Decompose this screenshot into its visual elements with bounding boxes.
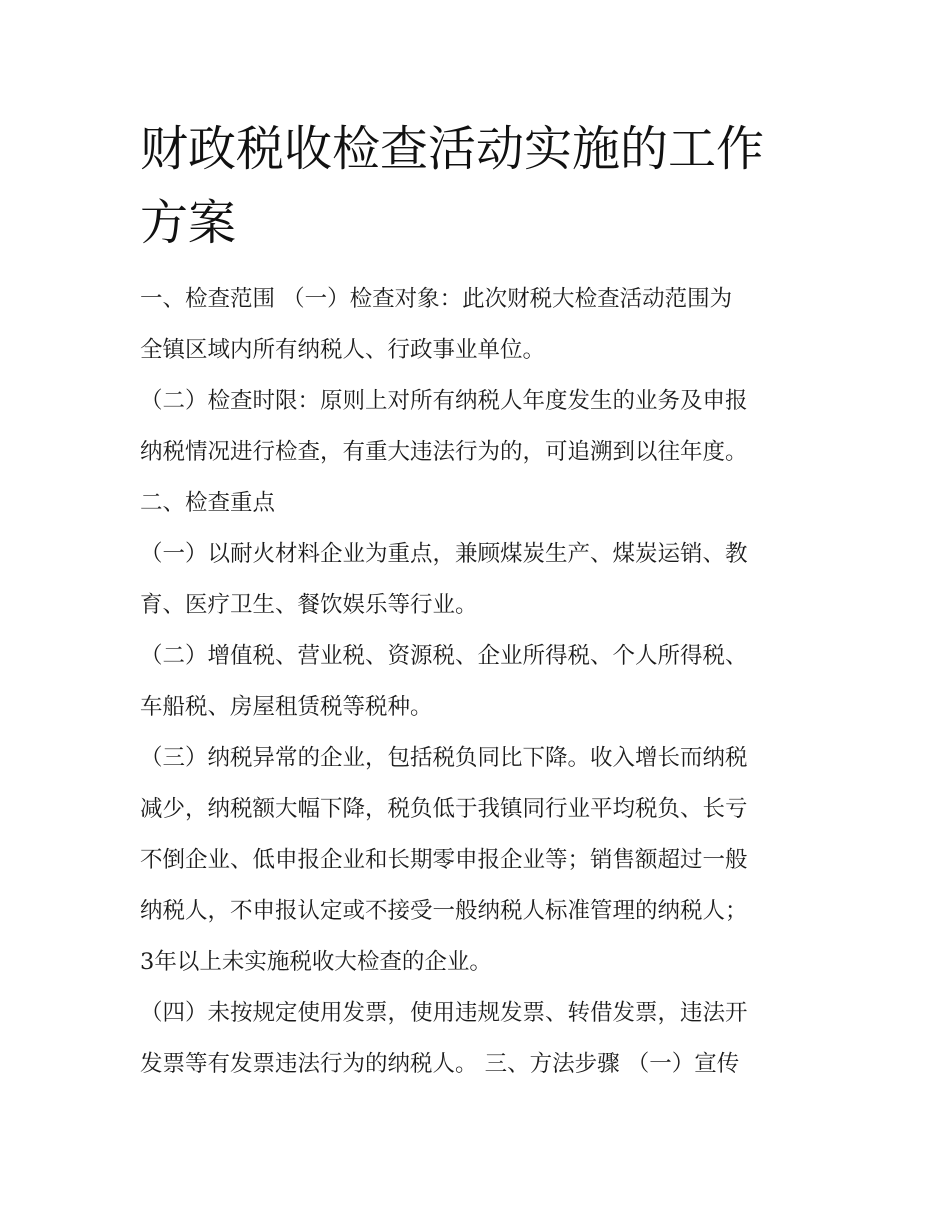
title-line: 财政税收检查活动实施的工作	[140, 121, 765, 177]
text-line: 全镇区域内所有纳税人、行政事业单位。	[140, 337, 546, 363]
text-line: 不倒企业、低申报企业和长期零申报企业等；销售额超过一般	[140, 847, 748, 873]
text-line: 发票等有发票违法行为的纳税人。 三、方法步骤 （一）宣传	[140, 1051, 740, 1077]
title-line: 方案	[140, 195, 237, 251]
text-line: 育、医疗卫生、餐饮娱乐等行业。	[140, 592, 478, 618]
text-line: 一、检查范围 （一）检查对象：此次财税大检查活动范围为	[140, 286, 733, 312]
text-line: 车船税、房屋租赁税等税种。	[140, 694, 433, 720]
text-line: 减少，纳税额大幅下降，税负低于我镇同行业平均税负、长亏	[140, 796, 748, 822]
section-heading: 二、检查重点	[140, 490, 276, 516]
text-line: 纳税人，不申报认定或不接受一般纳税人标准管理的纳税人；	[140, 898, 748, 924]
text-line: （一）以耐火材料企业为重点，兼顾煤炭生产、煤炭运销、教	[140, 541, 748, 567]
text-line: （二）增值税、营业税、资源税、企业所得税、个人所得税、	[140, 643, 748, 669]
document-title	[140, 112, 820, 260]
document-body	[140, 274, 820, 1090]
text-line: （二）检查时限：原则上对所有纳税人年度发生的业务及申报	[140, 388, 748, 414]
text-line: 纳税情况进行检查，有重大违法行为的，可追溯到以往年度。	[140, 439, 748, 465]
text-line: （四）未按规定使用发票，使用违规发票、转借发票，违法开	[140, 1000, 748, 1026]
text-line: 3年以上未实施税收大检查的企业。	[140, 949, 492, 975]
text-line: （三）纳税异常的企业，包括税负同比下降。收入增长而纳税	[140, 745, 748, 771]
